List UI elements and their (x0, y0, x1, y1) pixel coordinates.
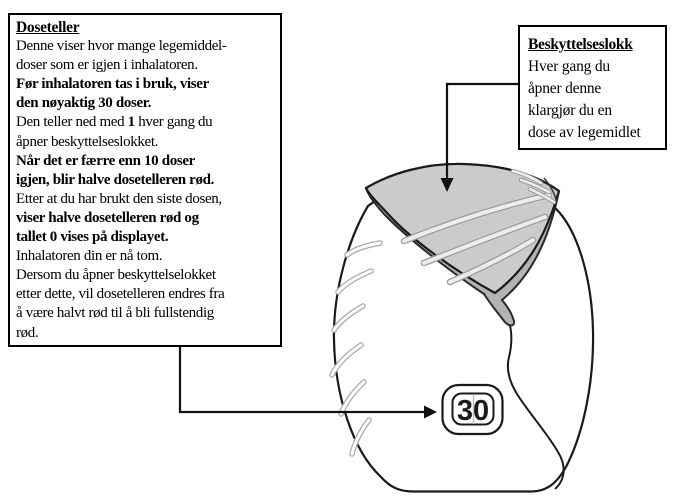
text-segment: hver gang du (134, 114, 213, 131)
text-line: klargjør du en (528, 102, 612, 119)
text-line: etter dette, vil dosetelleren endres fra (16, 286, 225, 303)
text-line: åpner beskyttelseslokket. (16, 133, 159, 150)
text-line: Denne viser hvor mange legemiddel- (16, 38, 227, 55)
text-line: den nøyaktig 30 doser. (16, 95, 152, 112)
dose-counter-callout (8, 13, 282, 347)
text-line: rød. (16, 324, 39, 341)
protective-cap-callout (518, 25, 667, 150)
text-segment: 1 (127, 114, 135, 131)
text-line: igjen, blir halve dosetelleren rød. (16, 171, 215, 188)
text-line: Dersom du åpner beskyttelselokket (16, 267, 216, 284)
text-segment: Den teller ned med (16, 114, 128, 131)
text-line: Før inhalatoren tas i bruk, viser (16, 76, 209, 93)
text-line: dose av legemidlet (528, 124, 641, 141)
text-line: Inhalatoren din er nå tom. (16, 248, 163, 265)
text-line: Etter at du har brukt den siste dosen, (16, 190, 222, 207)
text-line: å være halvt rød til å bli fullstendig (16, 305, 214, 322)
protective-cap-callout-title: Beskyttelseslokk (528, 36, 633, 53)
text-line (16, 113, 276, 132)
text-line: tallet 0 vises på displayet. (16, 229, 169, 246)
dose-counter-callout-title: Doseteller (16, 19, 80, 36)
dose-counter-display (443, 385, 503, 434)
text-line: Hver gang du (528, 58, 610, 75)
text-line: åpner denne (528, 80, 602, 97)
dose-counter-value: 30 (456, 395, 490, 427)
text-line: Når det er færre enn 10 doser (16, 152, 195, 169)
text-line: doser som er igjen i inhalatoren. (16, 57, 198, 74)
text-line: viser halve dosetelleren rød og (16, 209, 199, 226)
